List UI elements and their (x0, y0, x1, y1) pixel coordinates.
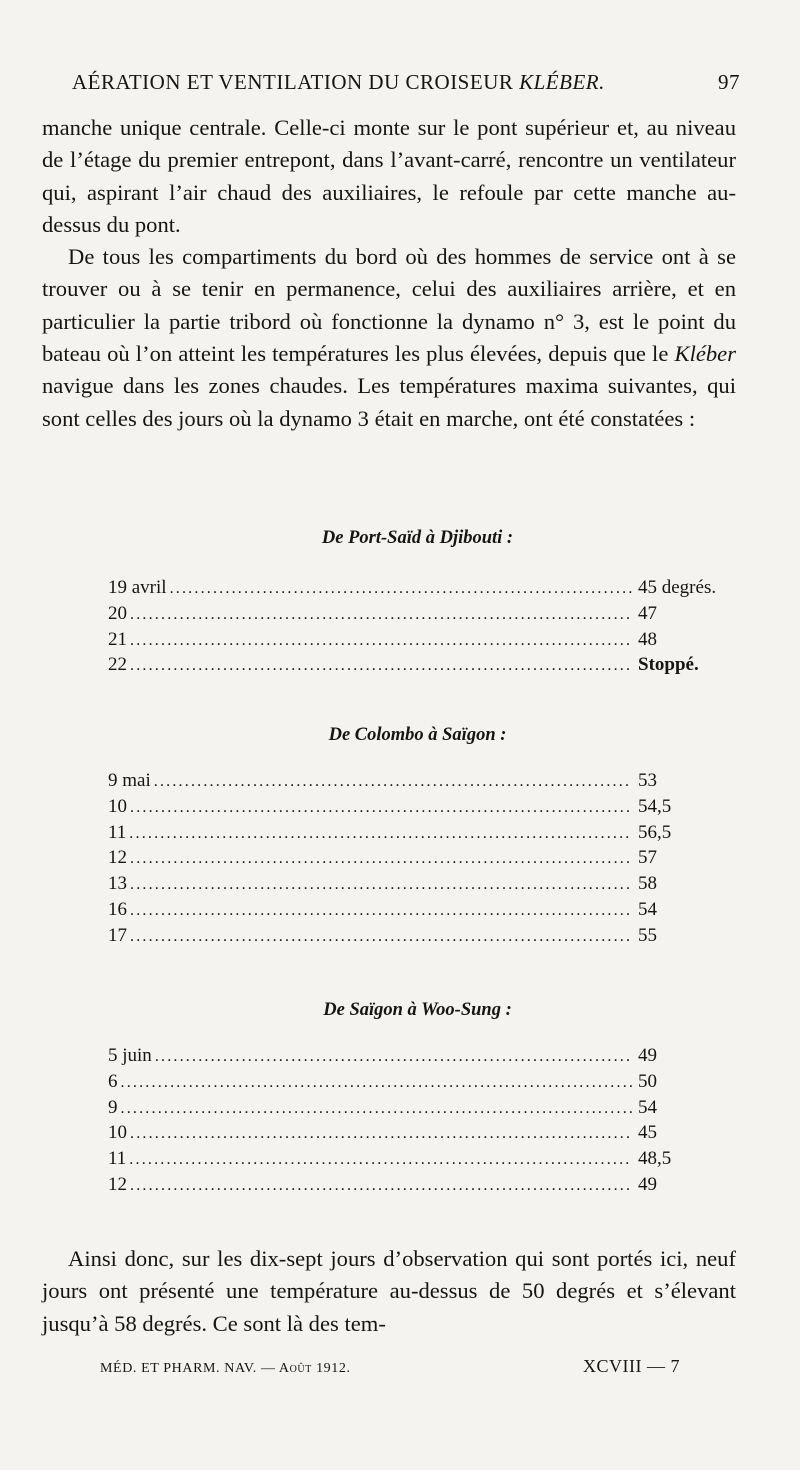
table-row (108, 1174, 740, 1200)
dot-leader (130, 1177, 632, 1195)
dot-leader (121, 1074, 633, 1092)
running-head-title-main: AÉRATION ET VENTILATION DU CROISEUR (72, 70, 514, 94)
dot-leader (130, 799, 632, 817)
row-date: 12 (108, 1173, 127, 1195)
row-date: 20 (108, 602, 127, 624)
row-temperature: 49 (638, 1173, 657, 1195)
row-date: 11 (108, 821, 127, 843)
running-head (72, 70, 740, 95)
footer-journal: MÉD. ET PHARM. NAV. — Août 1912. (100, 1361, 351, 1376)
row-temperature: 50 (638, 1070, 657, 1092)
row-date: 5 juin (108, 1045, 152, 1066)
paragraph-2-part-1: De tous les compartiments du bord où des hommes de service ont à se trouver ou à se tenir en permanence, celui des auxiliaires arrière, et en particulier la partie tribord où fonctionne la dynamo n° 3, est le point du bateau où l’on atteint les températures les plus élevées, depuis que le (42, 244, 736, 367)
row-date: 19 avril (108, 577, 167, 598)
paragraph-1: manche unique centrale. Celle-ci monte sur le pont supérieur et, au niveau de l’étage du premier entrepont, dans l’avant-carré, rencontre un ventilateur qui, aspirant l’air chaud des auxiliaires, le refoule par cette manche au-dessus du pont. (42, 115, 736, 237)
row-date: 12 (108, 847, 127, 869)
section-heading: De Saïgon à Woo-Sung : (323, 1000, 512, 1020)
row-temperature: 54 (638, 898, 657, 920)
row-date: 17 (108, 924, 127, 946)
dot-leader (130, 1125, 632, 1143)
row-date: 11 (108, 1148, 127, 1170)
table-port-said-djibouti (108, 577, 740, 680)
row-date: 9 mai (108, 770, 151, 791)
dot-leader (130, 902, 632, 920)
row-date: 21 (108, 628, 127, 650)
table-row (108, 629, 740, 655)
table-row (108, 1097, 740, 1123)
row-temperature: 45 degrés. (638, 577, 717, 598)
table-row (108, 1148, 740, 1174)
closing-text (42, 1243, 736, 1340)
row-date: 22 (108, 654, 127, 676)
row-temperature: 45 (638, 1122, 657, 1144)
table-row (108, 654, 740, 680)
section-saigon-woo-sung (0, 1000, 800, 1021)
row-temperature: 48 (638, 628, 657, 650)
row-temperature: 54 (638, 1096, 657, 1118)
table-row (108, 770, 740, 796)
row-temperature: 58 (638, 873, 657, 895)
dot-leader (155, 1048, 632, 1066)
row-temperature: 57 (638, 847, 657, 869)
dot-leader (130, 657, 632, 675)
row-date: 10 (108, 795, 127, 817)
row-date: 10 (108, 1122, 127, 1144)
paragraph-2 (42, 241, 736, 435)
section-heading: De Port-Saïd à Djibouti : (321, 528, 514, 548)
paragraph-2-part-2: navigue dans les zones chaudes. Les températures maxima suivantes, qui sont celles des jours où la dynamo 3 était en marche, ont été constatées : (42, 373, 736, 431)
table-colombo-saigon (108, 770, 740, 951)
row-date: 16 (108, 898, 127, 920)
row-date: 6 (108, 1070, 118, 1092)
dot-leader (129, 825, 632, 843)
dot-leader (130, 632, 632, 650)
ship-name-italic: Kléber (674, 341, 736, 367)
table-row (108, 1122, 740, 1148)
row-temperature: 49 (638, 1045, 657, 1066)
table-row (108, 1045, 740, 1071)
section-heading: De Colombo à Saïgon : (328, 725, 507, 745)
dot-leader (130, 850, 632, 868)
dot-leader (154, 773, 632, 791)
table-row (108, 1071, 740, 1097)
running-head-ship-name: KLÉBER. (519, 70, 605, 94)
row-temperature: 53 (638, 770, 657, 791)
body-text (42, 112, 736, 435)
dot-leader (121, 1100, 633, 1118)
table-row (108, 873, 740, 899)
page-footer (100, 1356, 680, 1377)
dot-leader (130, 606, 632, 624)
dot-leader (130, 928, 632, 946)
row-temperature: 54,5 (638, 795, 672, 817)
table-row (108, 796, 740, 822)
running-head-title (72, 70, 605, 95)
table-saigon-woo-sung (108, 1045, 740, 1200)
table-row (108, 577, 740, 603)
table-row (108, 847, 740, 873)
dot-leader (130, 876, 632, 894)
row-temperature: 47 (638, 602, 657, 624)
dot-leader (129, 1151, 632, 1169)
row-temperature: 48,5 (638, 1148, 672, 1170)
section-port-said-djibouti (0, 528, 800, 549)
table-row (108, 603, 740, 629)
dot-leader (170, 580, 632, 598)
table-row (108, 925, 740, 951)
row-temperature: Stoppé. (638, 654, 699, 676)
table-row (108, 822, 740, 848)
row-date: 9 (108, 1096, 118, 1118)
row-temperature: 55 (638, 924, 657, 946)
table-row (108, 899, 740, 925)
row-date: 13 (108, 873, 127, 895)
section-colombo-saigon (0, 725, 800, 746)
footer-signature: XCVIII — 7 (583, 1356, 680, 1376)
page-number: 97 (718, 70, 740, 94)
closing-paragraph: Ainsi donc, sur les dix-sept jours d’observation qui sont portés ici, neuf jours ont présenté une température au-dessus de 50 degrés et s’élevant jusqu’à 58 degrés. Ce sont là des tem- (42, 1246, 736, 1336)
row-temperature: 56,5 (638, 821, 672, 843)
